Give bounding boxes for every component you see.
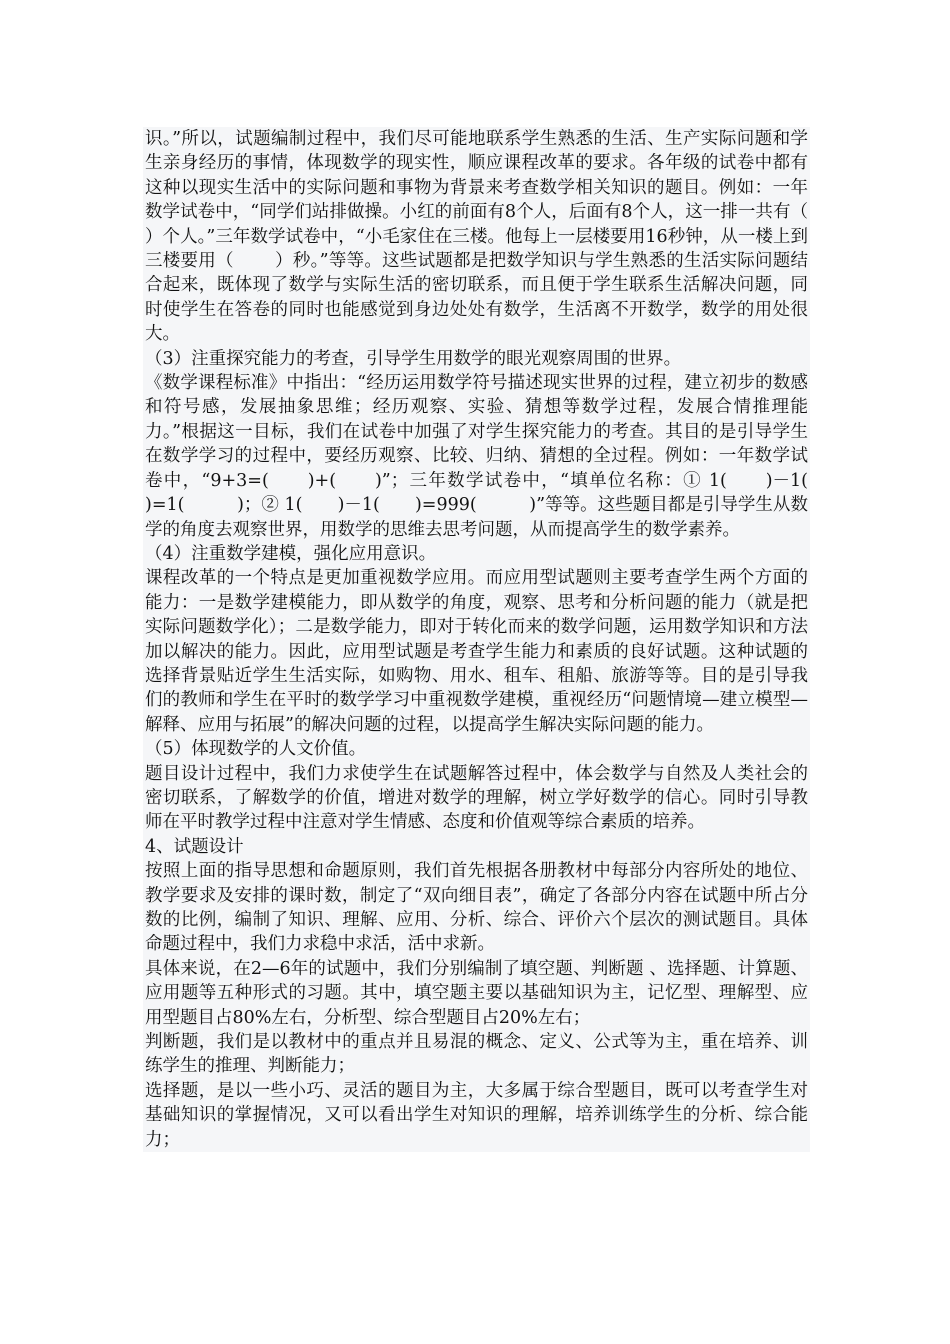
paragraph-exploration: 《数学课程标准》中指出：“经历运用数学符号描述现实世界的过程，建立初步的数感和符号感，发展抽象思维；经历观察、实验、猜想等数学过程，发展合情推理能力。”根据这一目标，我们在试卷中加强了对学生探究能力的考查。其目的是引导学生在数学学习的过程中，要经历观察、比较、归纳、猜想的全过程。例如：一年数学试卷中，“9+3=( )+( )”；三年数学试卷中，“填单位名称：① 1( )－1( )=1( )；② 1( )－1( )=999( )”等等。这些题目都是引导学生从数学的角度去观察世界，用数学的思维去思考问题，从而提高学生的数学素养。 xyxy=(145,373,843,540)
paragraph-modeling: 课程改革的一个特点是更加重视数学应用。而应用型试题则主要考查学生两个方面的能力：一是数学建模能力，即从数学的角度，观察、思考和分析问题的能力（就是把实际问题数学化）；二是数学能力，即对于转化而来的数学问题，运用数学知识和方法加以解决的能力。因此，应用型试题是考查学生能力和素质的良好试题。这种试题的选择背景贴近学生生活实际，如购物、用水、租车、租船、旅游等等。目的是引导我们的教师和学生在平时的数学学习中重视数学建模，重视经历“问题情境—建立模型—解释、应用与拓展”的解决问题的过程，以提高学生解决实际问题的能力。 xyxy=(145,568,808,735)
paragraph-intro: 识。”所以，试题编制过程中，我们尽可能地联系学生熟悉的生活、生产实际问题和学生亲身经历的事情，体现数学的现实性，顺应课程改革的要求。各年级的试卷中都有这种以现实生活中的实际问题和事物为背景来考查数学相关知识的题目。例如：一年数学试卷中，“同学们站排做操。小红的前面有8个人，后面有8个人，这一排一共有（ ）个人。”三年数学试卷中，“小毛家住在三楼。他每上一层楼要用16秒钟，从一楼上到三楼要用（ ）秒。”等等。这些试题都是把数学知识与学生熟悉的生活实际问题结合起来，既体现了数学与实际生活的密切联系，而且便于学生联系生活解决问题，同时使学生在答卷的同时也能感觉到身边处处有数学，生活离不开数学，数学的用处很大。 xyxy=(145,129,832,345)
paragraph-choice: 选择题，是以一些小巧、灵活的题目为主，大多属于综合型题目，既可以考查学生对基础知识的掌握情况，又可以看出学生对知识的理解，培养训练学生的分析、综合能力； xyxy=(145,1080,808,1150)
section-heading-5: （5）体现数学的人文价值。 xyxy=(145,739,367,760)
section-heading-4: （4）注重数学建模，强化应用意识。 xyxy=(145,543,437,564)
paragraph-humanistic: 题目设计过程中，我们力求使学生在试题解答过程中，体会数学与自然及人类社会的密切联系，了解数学的价值，增进对数学的理解，树立学好数学的信心。同时引导教师在平时教学过程中注意对学生情感、态度和价值观等综合素质的培养。 xyxy=(145,763,808,833)
section-heading-3: （3）注重探究能力的考查，引导学生用数学的眼光观察周围的世界。 xyxy=(145,348,682,369)
body-text xyxy=(143,127,843,1152)
paragraph-design: 按照上面的指导思想和命题原则，我们首先根据各册教材中每部分内容所处的地位、教学要求及安排的课时数，制定了“双向细目表”，确定了各部分内容在试题中所占分数的比例，编制了知识、理解、应用、分析、综合、评价六个层次的测试题目。具体命题过程中，我们力求稳中求活，活中求新。 xyxy=(145,861,808,955)
paragraph-question-types: 具体来说，在2—6年的试题中，我们分别编制了填空题、判断题 、选择题、计算题、应用题等五种形式的习题。其中，填空题主要以基础知识为主，记忆型、理解型、应用型题目占80%左右，分析型、综合型题目占20%左右； xyxy=(145,958,809,1028)
paragraph-judgment: 判断题，我们是以教材中的重点并且易混的概念、定义、公式等为主，重在培养、训练学生的推理、判断能力； xyxy=(145,1032,808,1077)
section-heading-design: 4、试题设计 xyxy=(145,836,244,857)
